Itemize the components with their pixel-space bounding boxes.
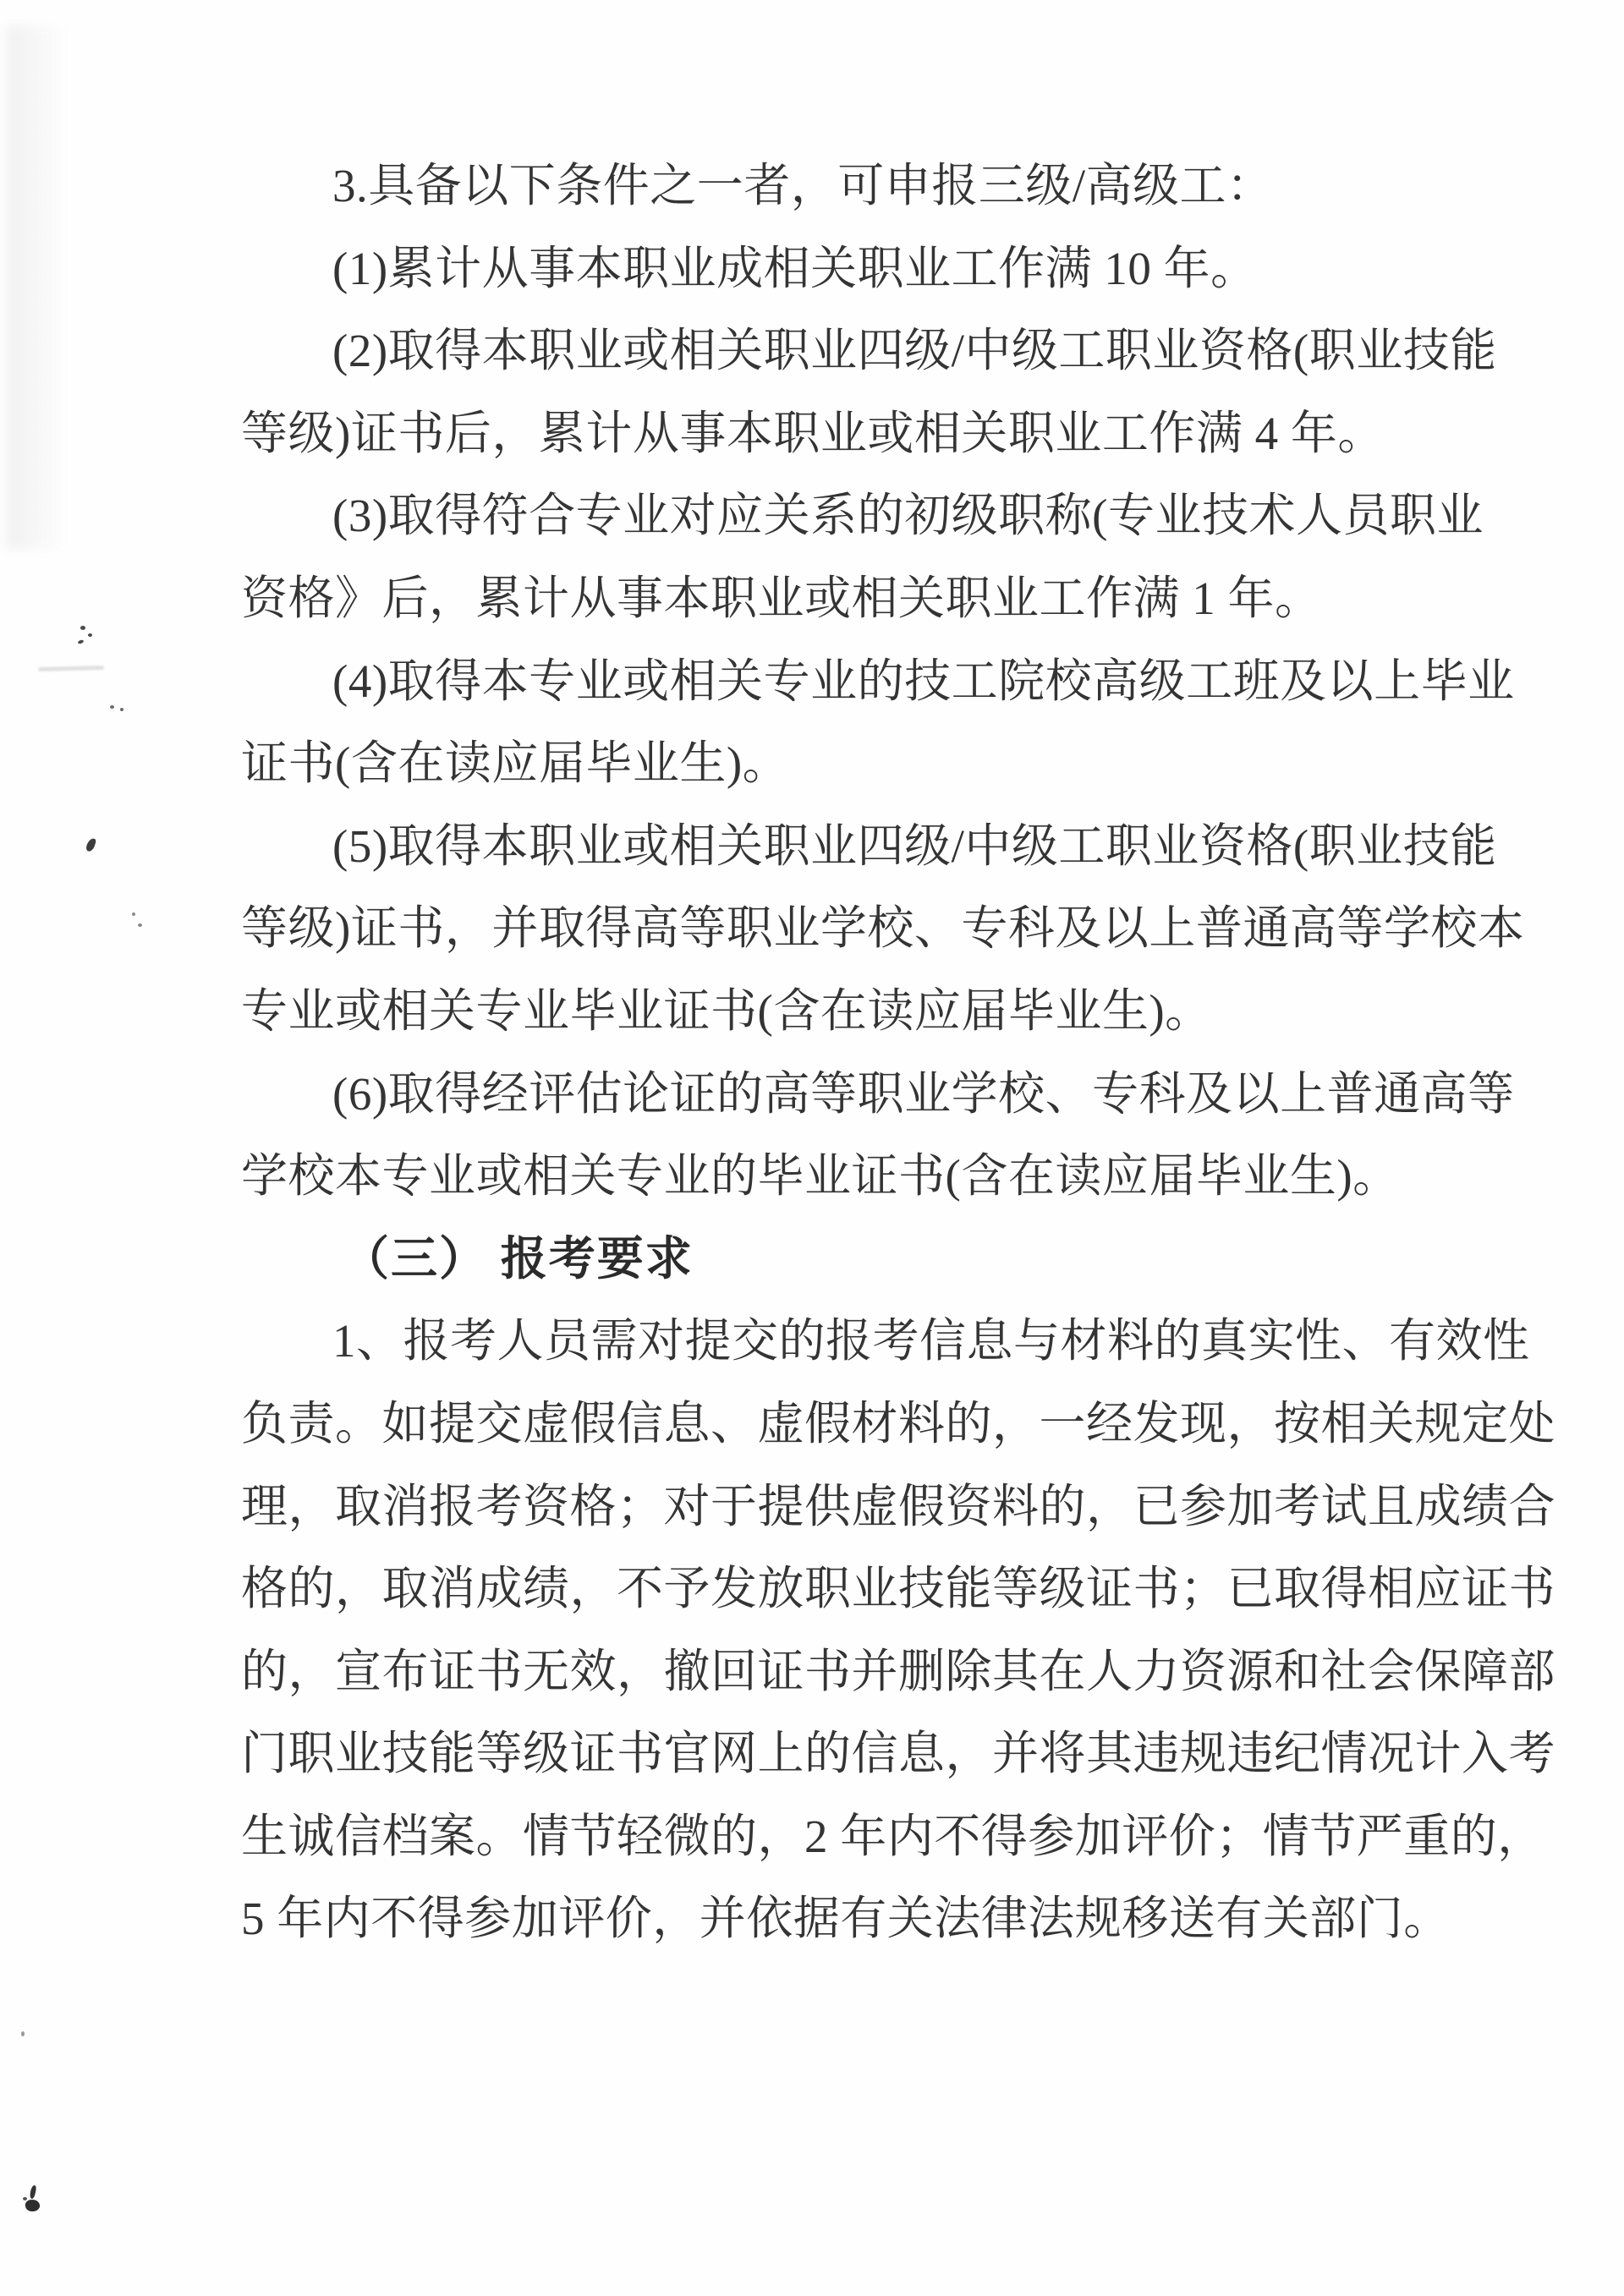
text-line: 证书(含在读应届毕业生)。	[241, 737, 790, 790]
section-heading: （三） 报考要求	[343, 1232, 694, 1285]
text-line: (4)取得本专业或相关专业的技工院校高级工班及以上毕业	[332, 655, 1515, 707]
scan-speck	[110, 705, 114, 709]
text-line: 5 年内不得参加评价，并依据有关法律法规移送有关部门。	[241, 1893, 1451, 1945]
text-line: 资格》后，累计从事本职业或相关职业工作满 1 年。	[241, 572, 1322, 624]
text-line: (5)取得本职业或相关职业四级/中级工职业资格(职业技能	[332, 819, 1497, 872]
scan-edge-shadow	[7, 25, 66, 550]
scan-ink-mark	[85, 837, 97, 852]
text-line: 等级)证书后，累计从事本职业或相关职业工作满 4 年。	[241, 407, 1385, 459]
scan-speck	[120, 708, 123, 711]
text-line: 理，取消报考资格；对于提供虚假资料的，已参加考试且成绩合	[241, 1480, 1556, 1532]
text-line: 3.具备以下条件之一者，可申报三级/高级工：	[332, 160, 1274, 211]
text-line: 1、报考人员需对提交的报考信息与材料的真实性、有效性	[332, 1315, 1530, 1367]
document-body	[241, 145, 1556, 1960]
text-line: (3)取得符合专业对应关系的初级职称(专业技术人员职业	[332, 490, 1484, 542]
text-line: 格的，取消成绩，不予发放职业技能等级证书；已取得相应证书	[241, 1563, 1556, 1615]
scan-ink-blot	[25, 2199, 41, 2212]
text-line: 学校本专业或相关专业的毕业证书(含在读应届毕业生)。	[241, 1150, 1400, 1203]
text-line: 等级)证书，并取得高等职业学校、专科及以上普通高等学校本	[241, 902, 1525, 955]
text-line: 门职业技能等级证书官网上的信息，并将其违规违纪情况计入考	[241, 1728, 1556, 1780]
scan-speck	[132, 912, 135, 916]
text-line: 负责。如提交虚假信息、虚假材料的，一经发现，按相关规定处	[241, 1397, 1556, 1449]
text-line: (6)取得经评估论证的高等职业学校、专科及以上普通高等	[332, 1067, 1515, 1120]
scan-ink-mark	[29, 2185, 37, 2200]
text-line: 专业或相关专业毕业证书(含在读应届毕业生)。	[241, 984, 1212, 1037]
scan-speck	[23, 2197, 27, 2200]
text-line: 生诚信档案。情节轻微的，2 年内不得参加评价；情节严重的，	[241, 1810, 1544, 1862]
scan-speck	[138, 923, 142, 927]
scan-speck	[80, 626, 85, 630]
text-line: 的，宣布证书无效，撤回证书并删除其在人力资源和社会保障部	[241, 1645, 1556, 1697]
scan-speck	[88, 633, 92, 637]
text-line: (1)累计从事本职业成相关职业工作满 10 年。	[332, 242, 1258, 294]
scan-smudge	[38, 666, 104, 671]
scan-speck	[21, 2031, 25, 2036]
scan-speck	[78, 639, 85, 644]
text-line: (2)取得本职业或相关职业四级/中级工职业资格(职业技能	[332, 325, 1497, 377]
